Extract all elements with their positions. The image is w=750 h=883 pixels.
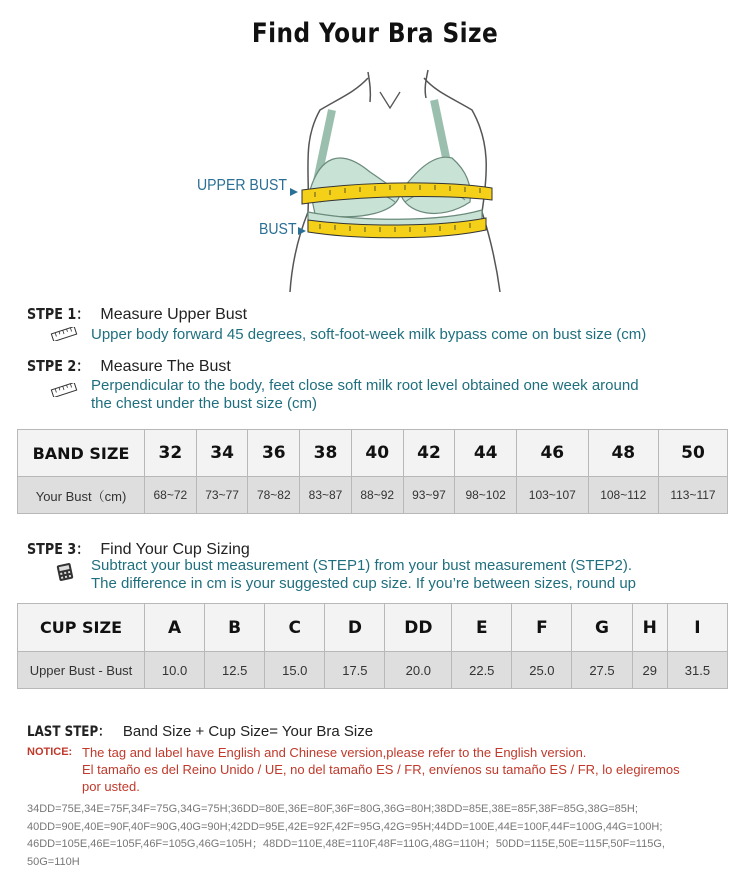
cup-diff-cell: 31.5 bbox=[667, 652, 727, 689]
conversion-line: 40DD=90E,40E=90F,40F=90G,40G=90H;42DD=95E,42E=92F,42F=95G,42G=95H;44DD=100E,44E=100F,44F=100G,44G=100H; bbox=[27, 820, 663, 833]
step3-description bbox=[91, 557, 731, 593]
bust-range-cell: 78~82 bbox=[248, 477, 300, 514]
band-size-cell: 36 bbox=[248, 430, 300, 477]
step2-tag: STPE 2： bbox=[27, 357, 89, 375]
cup-diff-cell: 29 bbox=[632, 652, 667, 689]
band-size-cell: 44 bbox=[455, 430, 517, 477]
cup-size-cell: I bbox=[667, 604, 727, 652]
notice-text bbox=[82, 744, 732, 795]
step2-desc-line1: Perpendicular to the body, feet close soft milk root level obtained one week around bbox=[91, 377, 639, 394]
cup-diff-cell: 20.0 bbox=[385, 652, 452, 689]
step2-heading bbox=[27, 355, 231, 376]
bust-range-cell: 113~117 bbox=[658, 477, 727, 514]
cup-size-table bbox=[17, 603, 728, 689]
step1-title: Measure Upper Bust bbox=[100, 306, 248, 323]
cup-diff-cell: 27.5 bbox=[572, 652, 632, 689]
ruler-icon bbox=[50, 327, 78, 341]
bust-range-cell: 83~87 bbox=[300, 477, 352, 514]
cup-diff-cell: 15.0 bbox=[265, 652, 325, 689]
step2-description bbox=[91, 377, 731, 413]
band-size-cell: 48 bbox=[588, 430, 658, 477]
band-size-cell: 50 bbox=[658, 430, 727, 477]
calculator-icon bbox=[56, 563, 74, 581]
bust-range-cell: 73~77 bbox=[196, 477, 248, 514]
cup-diff-cell: 22.5 bbox=[452, 652, 512, 689]
band-size-table bbox=[17, 429, 728, 514]
notice-line1: The tag and label have English and Chinese version,please refer to the English version. bbox=[82, 745, 587, 760]
band-size-cell: 32 bbox=[145, 430, 197, 477]
cup-diff-row bbox=[18, 652, 728, 689]
step3-desc-line1: Subtract your bust measurement (STEP1) from your bust measurement (STEP2). bbox=[91, 557, 633, 574]
upper-bust-label: UPPER BUST bbox=[197, 177, 287, 194]
band-size-cell: 34 bbox=[196, 430, 248, 477]
cup-size-cell: F bbox=[512, 604, 572, 652]
cup-diff-cell: 17.5 bbox=[325, 652, 385, 689]
bust-range-cell: 68~72 bbox=[145, 477, 197, 514]
last-step bbox=[27, 721, 373, 741]
cup-size-header: CUP SIZE bbox=[18, 604, 145, 652]
step2-desc-line2: the chest under the bust size (cm) bbox=[91, 395, 317, 412]
bust-range-row bbox=[18, 477, 728, 514]
bust-range-cell: 98~102 bbox=[455, 477, 517, 514]
step2-title: Measure The Bust bbox=[100, 358, 231, 375]
step1-tag: STPE 1： bbox=[27, 305, 89, 323]
cup-size-cell: B bbox=[205, 604, 265, 652]
cup-size-cell: E bbox=[452, 604, 512, 652]
cup-diff-label: Upper Bust - Bust bbox=[18, 652, 145, 689]
cup-size-cell: G bbox=[572, 604, 632, 652]
last-step-tag: LAST STEP： bbox=[27, 724, 111, 740]
band-size-cell: 40 bbox=[351, 430, 403, 477]
step1-heading bbox=[27, 303, 247, 324]
bust-range-cell: 88~92 bbox=[351, 477, 403, 514]
cup-diff-cell: 25.0 bbox=[512, 652, 572, 689]
cup-diff-cell: 10.0 bbox=[145, 652, 205, 689]
notice-line2: El tamaño es del Reino Unido / UE, no del tamaño ES / FR, envíenos su tamaño ES / FR, lo elegiremos bbox=[82, 762, 680, 777]
cup-size-cell: H bbox=[632, 604, 667, 652]
last-step-text: Band Size + Cup Size= Your Bra Size bbox=[122, 723, 374, 740]
cup-size-cell: C bbox=[265, 604, 325, 652]
band-size-cell: 38 bbox=[300, 430, 352, 477]
conversion-line: 46DD=105E,46E=105F,46F=105G,46G=105H；48DD=110E,48E=110F,48F=110G,48G=110H；50DD=115E,50E=115F,50F=115G, bbox=[27, 838, 665, 850]
band-size-cell: 42 bbox=[403, 430, 455, 477]
notice-tag: NOTICE: bbox=[27, 746, 73, 758]
bust-range-label: Your Bust（cm) bbox=[18, 477, 145, 514]
bust-label: BUST bbox=[259, 221, 297, 238]
size-conversion-list bbox=[27, 801, 737, 871]
cup-size-header-row bbox=[18, 604, 728, 652]
step3-title: Find Your Cup Sizing bbox=[100, 541, 250, 558]
step3-heading bbox=[27, 538, 250, 559]
band-size-cell: 46 bbox=[517, 430, 589, 477]
bust-range-cell: 108~112 bbox=[588, 477, 658, 514]
cup-size-cell: DD bbox=[385, 604, 452, 652]
band-size-header: BAND SIZE bbox=[18, 430, 145, 477]
bust-range-cell: 103~107 bbox=[517, 477, 589, 514]
band-size-header-row bbox=[18, 430, 728, 477]
conversion-line: 50G=110H bbox=[27, 855, 80, 868]
page-title: Find Your Bra Size bbox=[251, 18, 499, 49]
bust-range-cell: 93~97 bbox=[403, 477, 455, 514]
cup-size-cell: D bbox=[325, 604, 385, 652]
step3-desc-line2: The difference in cm is your suggested cup size. If you’re between sizes, round up bbox=[91, 575, 637, 592]
step3-tag: STPE 3： bbox=[27, 540, 89, 558]
conversion-line: 34DD=75E,34E=75F,34F=75G,34G=75H;36DD=80E,36E=80F,36F=80G,36G=80H;38DD=85E,38E=85F,38F=85G,38G=85H; bbox=[27, 803, 638, 815]
cup-diff-cell: 12.5 bbox=[205, 652, 265, 689]
step1-description: Upper body forward 45 degrees, soft-foot-week milk bypass come on bust size (cm) bbox=[91, 326, 647, 343]
ruler-icon bbox=[50, 383, 78, 397]
cup-size-cell: A bbox=[145, 604, 205, 652]
notice-line3: por usted. bbox=[82, 779, 140, 794]
